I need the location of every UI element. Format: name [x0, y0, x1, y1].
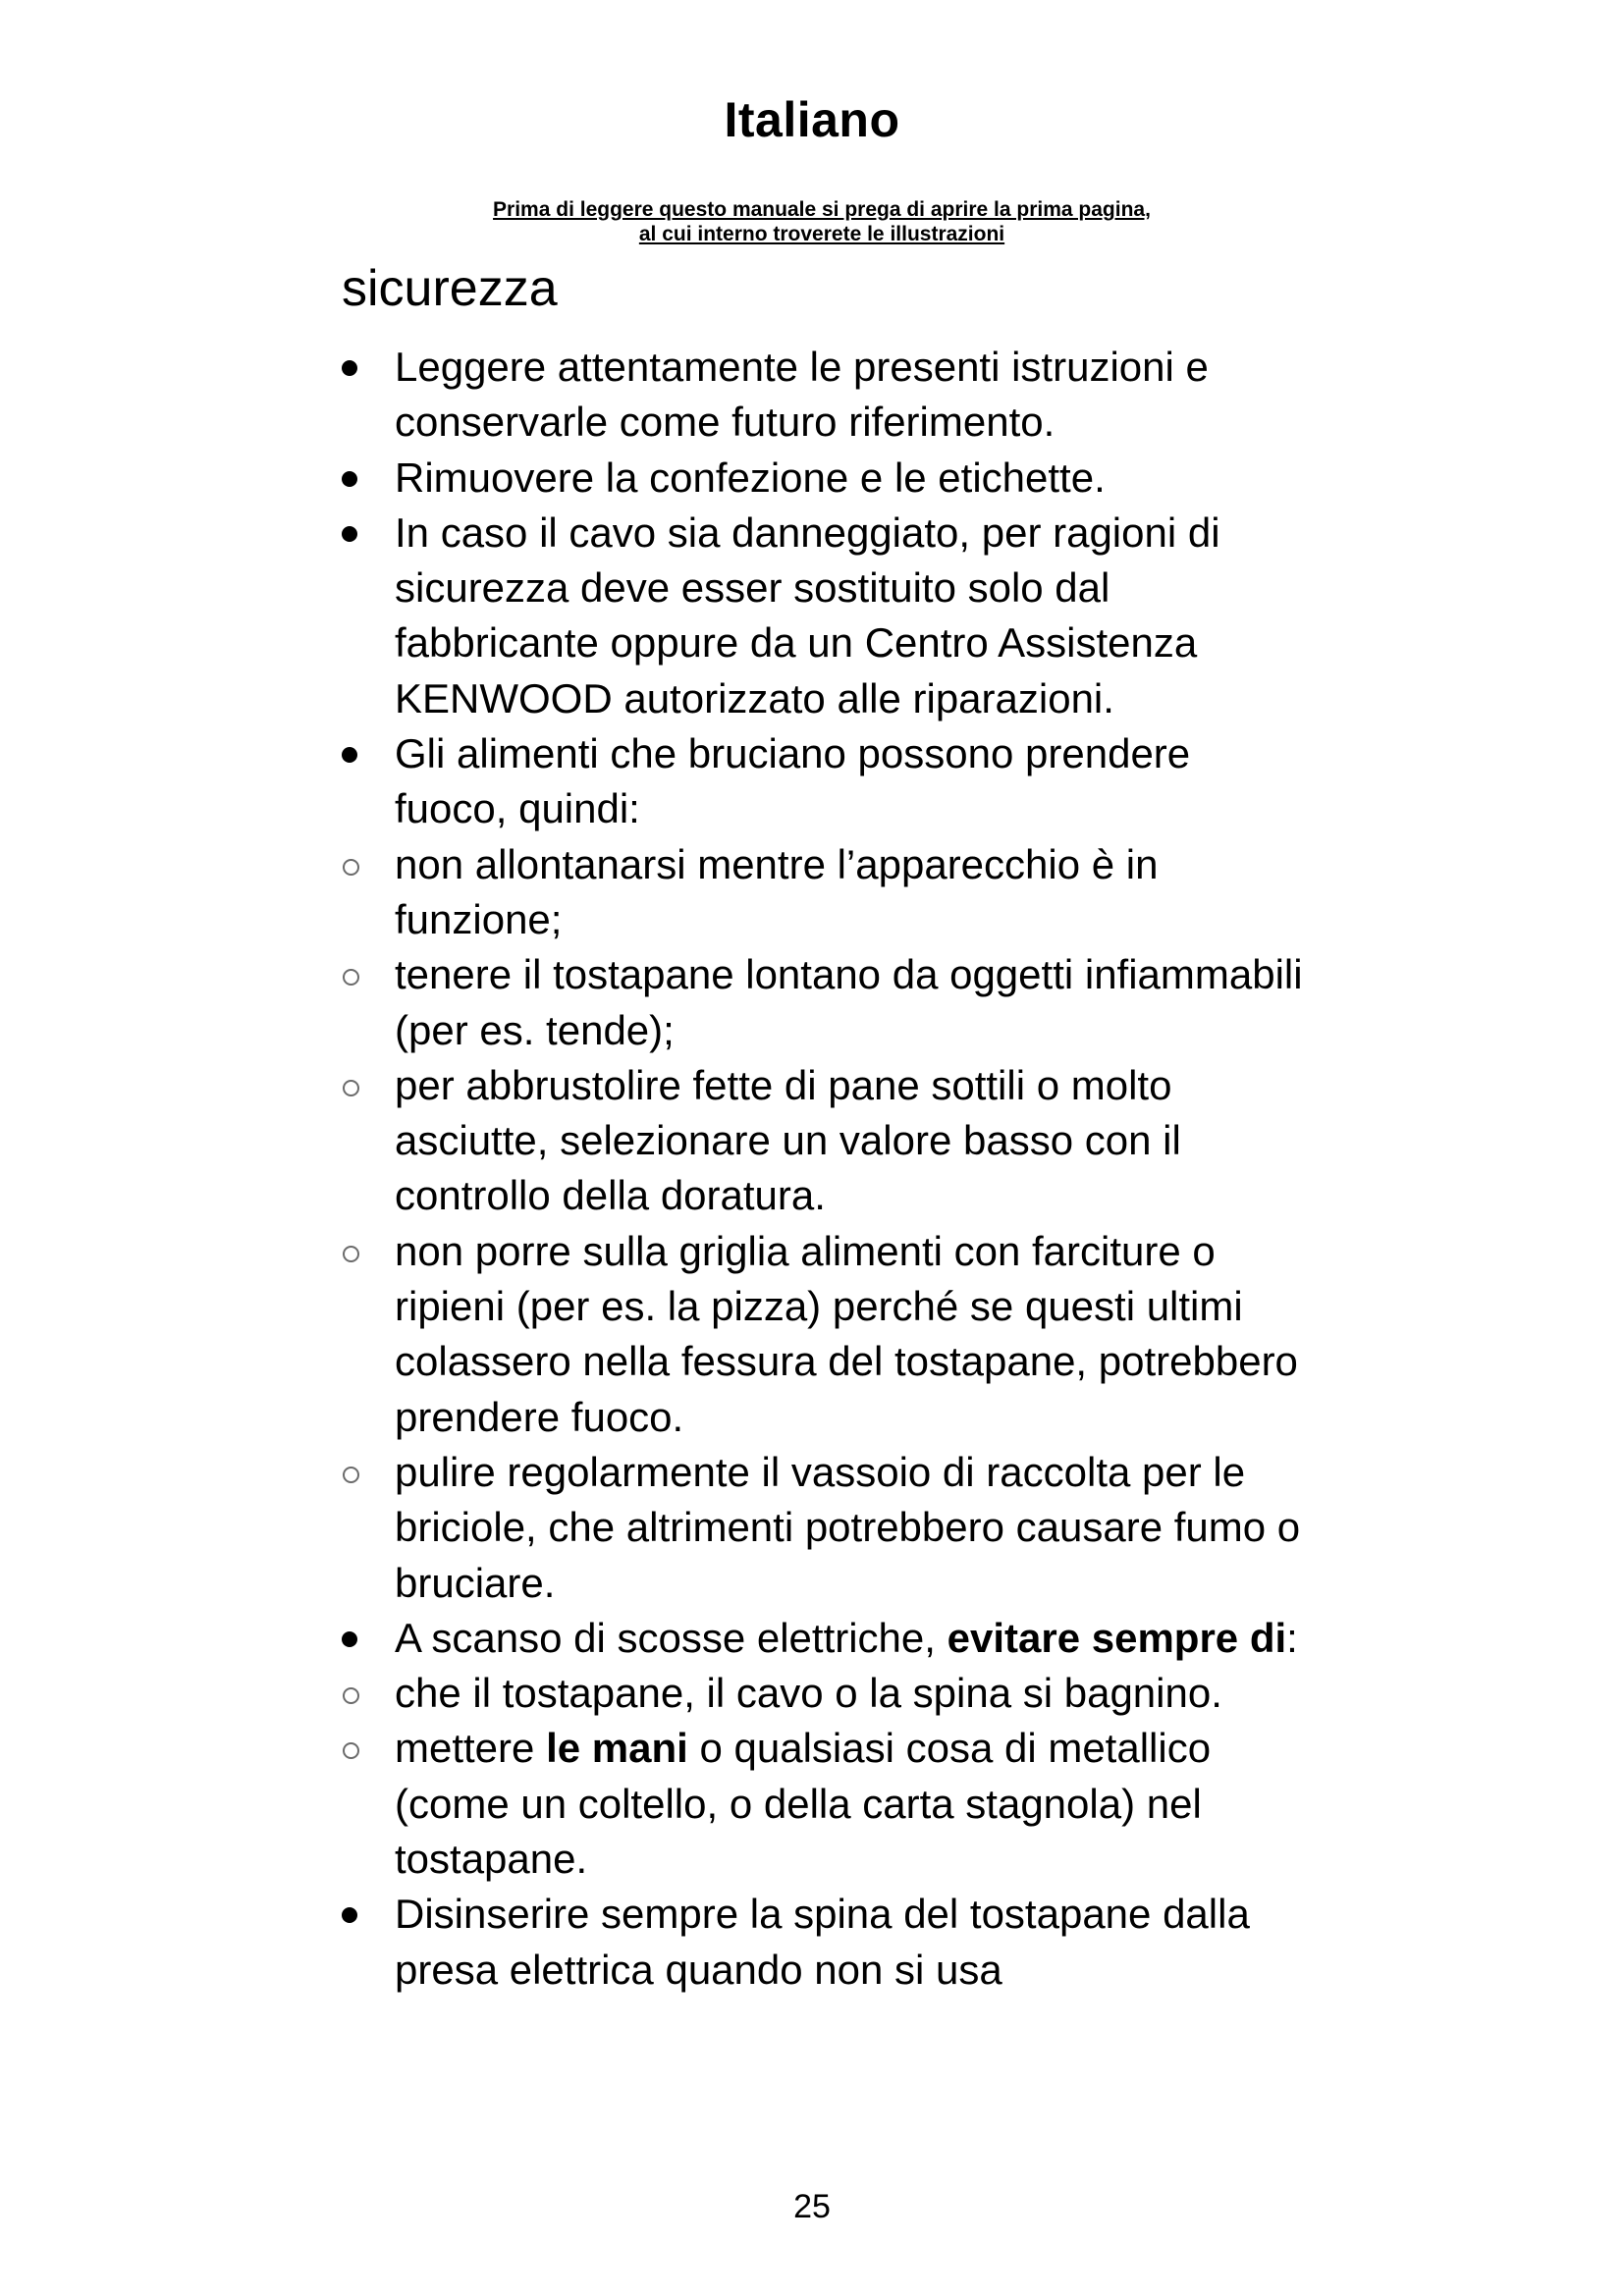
list-subitem	[334, 1721, 1306, 1887]
item-text-before: mettere	[395, 1725, 547, 1772]
item-text-before: A scanso di scosse elettriche,	[395, 1614, 947, 1661]
list-item	[334, 1611, 1306, 1666]
list-item	[334, 451, 1306, 506]
item-text: Leggere attentamente le presenti istruzioni e conservarle come futuro riferimento.	[395, 344, 1209, 446]
filled-bullet-icon	[342, 747, 357, 763]
item-text-after: o qualsiasi cosa di metallico (come un coltello, o della carta stagnola) nel tostapane.	[395, 1725, 1212, 1883]
list-subitem	[334, 947, 1306, 1058]
item-text-after: :	[1286, 1614, 1298, 1661]
hollow-bullet-icon	[343, 969, 359, 986]
hollow-bullet-icon	[343, 1080, 359, 1096]
item-text: In caso il cavo sia danneggiato, per ragioni di sicurezza deve esser sostituito solo dal fabbricante oppure da un Centro Assistenza KENWOOD autorizzato alle riparazioni.	[395, 508, 1220, 721]
notice-line-2: al cui interno troverete le illustrazioni	[638, 223, 1005, 245]
item-text: Disinserire sempre la spina del tostapane dalla presa elettrica quando non si usa	[395, 1891, 1250, 1993]
filled-bullet-icon	[342, 1907, 357, 1923]
item-text: non allontanarsi mentre l’apparecchio è in funzione;	[395, 840, 1159, 942]
hollow-bullet-icon	[343, 859, 359, 876]
list-item	[334, 726, 1306, 837]
item-text: che il tostapane, il cavo o la spina si bagnino.	[395, 1670, 1222, 1717]
safety-list	[334, 340, 1306, 1998]
language-heading: Italiano	[724, 92, 900, 147]
list-subitem	[334, 837, 1306, 948]
filled-bullet-icon	[342, 526, 357, 542]
page-number: 25	[793, 2188, 831, 2225]
list-subitem	[334, 1666, 1306, 1721]
item-text: tenere il tostapane lontano da oggetti infiammabili (per es. tende);	[395, 951, 1303, 1053]
illustrations-notice	[357, 197, 1286, 246]
list-subitem	[334, 1445, 1306, 1611]
item-text	[395, 1611, 1306, 1666]
list-subitem	[334, 1058, 1306, 1224]
list-item	[334, 506, 1306, 726]
section-title: sicurezza	[342, 260, 558, 317]
item-text	[395, 1721, 1306, 1887]
hollow-bullet-icon	[343, 1687, 359, 1704]
item-text: per abbrustolire fette di pane sottili o molto asciutte, selezionare un valore basso con il controllo della doratura.	[395, 1061, 1181, 1219]
filled-bullet-icon	[342, 1631, 357, 1647]
item-text: non porre sulla griglia alimenti con farciture o ripieni (per es. la pizza) perché se questi ultimi colassero nella fessura del tostapane, potrebbero prendere fuoco.	[395, 1227, 1298, 1440]
hollow-bullet-icon	[343, 1742, 359, 1759]
notice-line-1: Prima di leggere questo manuale si prega di aprire la prima pagina,	[493, 198, 1151, 221]
item-text-emphasis: evitare sempre di	[947, 1614, 1287, 1661]
list-item	[334, 1887, 1306, 1998]
item-text: Rimuovere la confezione e le etichette.	[395, 454, 1106, 501]
item-text-emphasis: le mani	[546, 1725, 688, 1772]
list-item	[334, 340, 1306, 451]
filled-bullet-icon	[342, 360, 357, 376]
list-subitem	[334, 1224, 1306, 1445]
item-text: pulire regolarmente il vassoio di raccolta per le briciole, che altrimenti potrebbero causare fumo o bruciare.	[395, 1448, 1301, 1606]
hollow-bullet-icon	[343, 1246, 359, 1262]
hollow-bullet-icon	[343, 1467, 359, 1483]
item-text: Gli alimenti che bruciano possono prendere fuoco, quindi:	[395, 730, 1191, 832]
filled-bullet-icon	[342, 471, 357, 487]
